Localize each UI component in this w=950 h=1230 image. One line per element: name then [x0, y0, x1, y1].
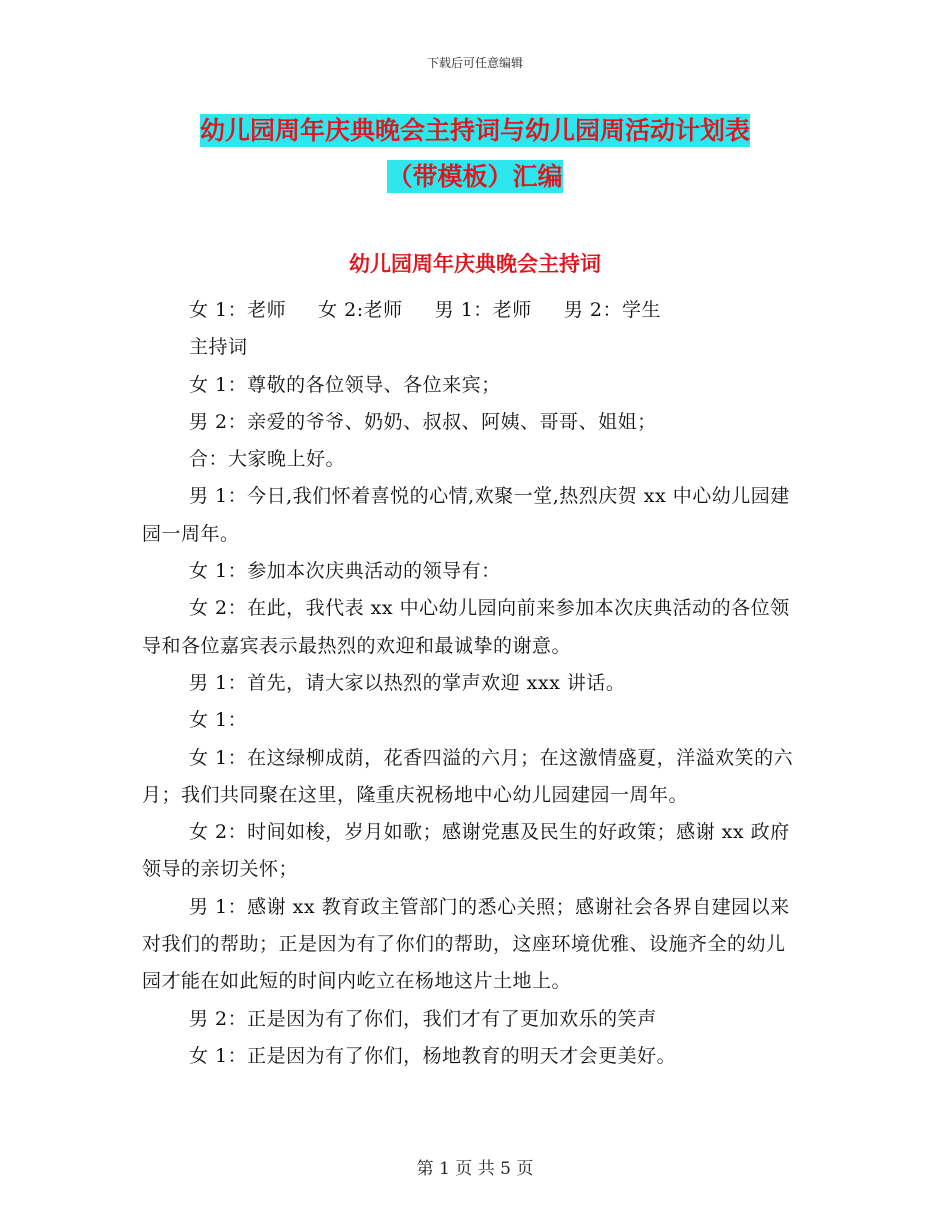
role-male-1: 男 1：老师 — [434, 299, 532, 321]
role-male-2: 男 2：学生 — [563, 299, 661, 321]
document-title-line-2: （带模板）汇编 — [387, 162, 563, 191]
document-title — [140, 108, 810, 200]
paragraph: 女 1： — [189, 709, 248, 732]
document-title-line-1: 幼儿园周年庆典晚会主持词与幼儿园周活动计划表 — [199, 116, 750, 145]
role-female-2: 女 2:老师 — [318, 299, 403, 321]
role-female-1: 女 1：老师 — [189, 299, 287, 321]
paragraph: 女 2：时间如梭，岁月如歌；感谢党惠及民生的好政策；感谢 xx 政府领导的亲切关怀； — [142, 821, 790, 881]
paragraph: 男 1：首先，请大家以热烈的掌声欢迎 xxx 讲话。 — [189, 671, 626, 694]
document-body — [142, 292, 802, 1075]
paragraph: 男 1：今日,我们怀着喜悦的心情,欢聚一堂,热烈庆贺 xx 中心幼儿园建园一周年。 — [142, 485, 790, 545]
paragraph: 女 1：参加本次庆典活动的领导有： — [189, 560, 501, 583]
section-title: 幼儿园周年庆典晚会主持词 — [349, 251, 601, 276]
paragraph: 女 1：在这绿柳成荫，花香四溢的六月；在这激情盛夏，洋溢欢笑的六月；我们共同聚在这里，隆重庆祝杨地中心幼儿园建园一周年。 — [142, 746, 794, 806]
page-number-footer: 第 1 页 共 5 页 — [416, 1159, 534, 1179]
paragraph: 合：大家晚上好。 — [189, 448, 346, 471]
header-note: 下载后可任意编辑 — [426, 56, 523, 70]
roles-line — [142, 292, 802, 329]
paragraph: 男 2：亲爱的爷爷、奶奶、叔叔、阿姨、哥哥、姐姐； — [189, 410, 657, 433]
paragraph: 女 1：正是因为有了你们，杨地教育的明天才会更美好。 — [189, 1044, 677, 1067]
paragraph: 男 2：正是因为有了你们，我们才有了更加欢乐的笑声 — [189, 1007, 657, 1030]
paragraph: 女 1：尊敬的各位领导、各位来宾； — [189, 373, 501, 396]
paragraph: 男 1：感谢 xx 教育政主管部门的悉心关照；感谢社会各界自建园以来对我们的帮助；正是因为有了你们的帮助，这座环境优雅、设施齐全的幼儿园才能在如此短的时间内屹立在杨地这片土地上。 — [142, 895, 790, 993]
paragraph: 主持词 — [189, 336, 248, 359]
paragraph: 女 2：在此，我代表 xx 中心幼儿园向前来参加本次庆典活动的各位领导和各位嘉宾表示最热烈的欢迎和最诚挚的谢意。 — [142, 597, 790, 657]
